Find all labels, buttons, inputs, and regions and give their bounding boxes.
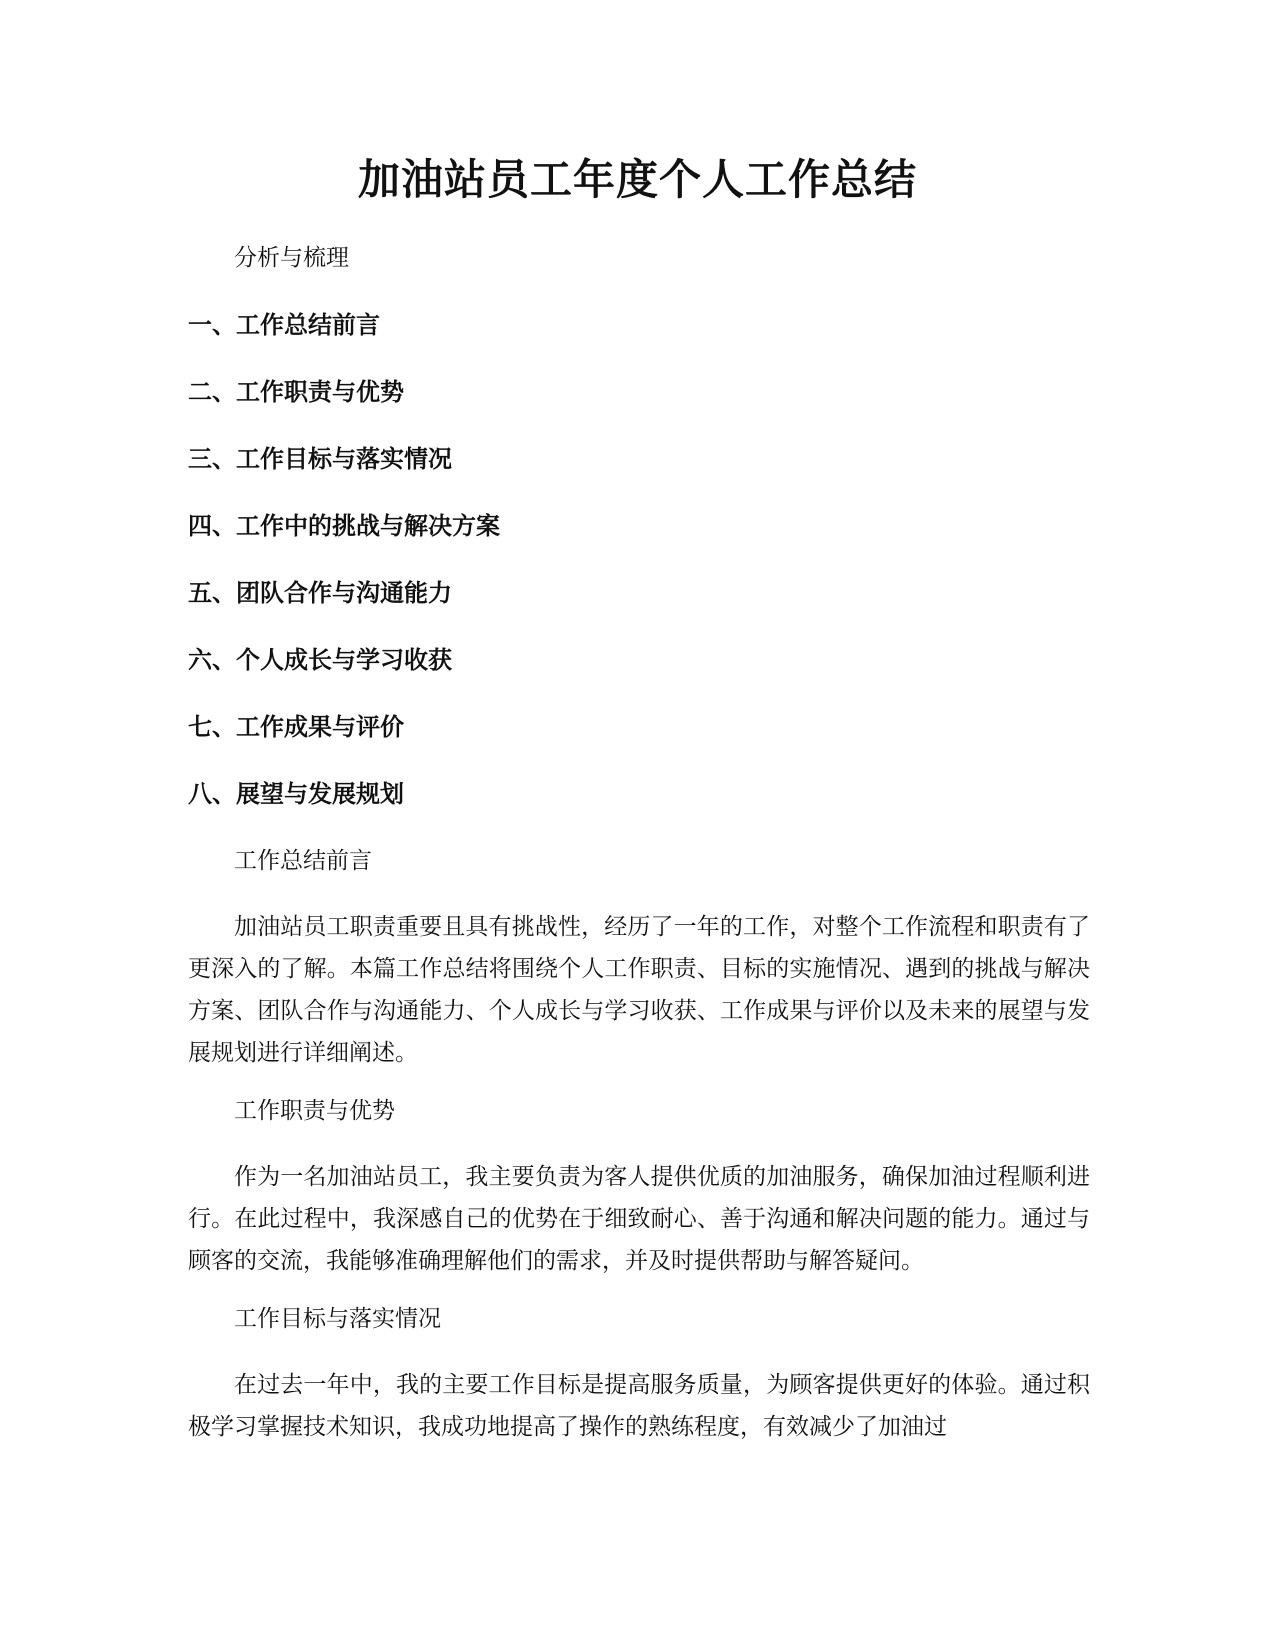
section-heading: 工作目标与落实情况 <box>234 1306 441 1332</box>
outline-item-1: 一、工作总结前言 <box>188 311 380 339</box>
section-paragraph: 在过去一年中，我的主要工作目标是提高服务质量，为顾客提供更好的体验。通过积极学习掌握技术知识，我成功地提高了操作的熟练程度，有效减少了加油过 <box>188 1372 1090 1440</box>
section-paragraph: 作为一名加油站员工，我主要负责为客人提供优质的加油服务，确保加油过程顺利进行。在此过程中，我深感自己的优势在于细致耐心、善于沟通和解决问题的能力。通过与顾客的交流，我能够准确理解他们的需求，并及时提供帮助与解答疑问。 <box>188 1164 1090 1274</box>
outline-item-4: 四、工作中的挑战与解决方案 <box>188 512 500 540</box>
section-heading: 工作总结前言 <box>234 848 372 874</box>
outline-item-2: 二、工作职责与优势 <box>188 378 404 406</box>
outline-item-6: 六、个人成长与学习收获 <box>188 646 452 674</box>
outline-item-8: 八、展望与发展规划 <box>188 780 404 808</box>
section-paragraph: 加油站员工职责重要且具有挑战性，经历了一年的工作，对整个工作流程和职责有了更深入的了解。本篇工作总结将围绕个人工作职责、目标的实施情况、遇到的挑战与解决方案、团队合作与沟通能力、个人成长与学习收获、工作成果与评价以及未来的展望与发展规划进行详细阐述。 <box>188 914 1090 1066</box>
section-duties <box>188 1096 1090 1282</box>
outline-item-5: 五、团队合作与沟通能力 <box>188 579 452 607</box>
intro-line: 分析与梳理 <box>234 245 349 271</box>
document-body <box>188 243 1090 1470</box>
outline-item-7: 七、工作成果与评价 <box>188 713 404 741</box>
outline-list <box>188 310 1090 809</box>
document-title: 加油站员工年度个人工作总结 <box>357 155 917 204</box>
outline-item-3: 三、工作目标与落实情况 <box>188 445 452 473</box>
section-preface <box>188 846 1090 1074</box>
section-goals <box>188 1304 1090 1448</box>
section-heading: 工作职责与优势 <box>234 1098 395 1124</box>
